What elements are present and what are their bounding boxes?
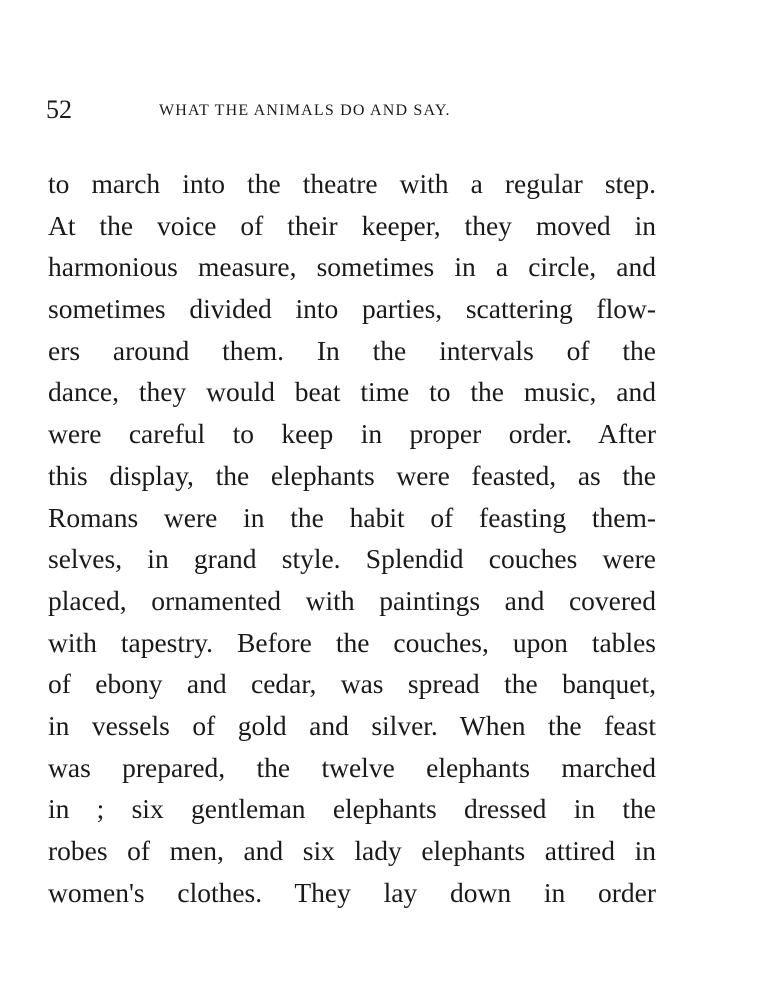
text-line: Romans were in the habit of feasting them-: [48, 501, 656, 533]
page-number: 52: [46, 95, 72, 124]
text-line: of ebony and cedar, was spread the banquet,: [48, 668, 656, 700]
text-line: dance, they would beat time to the music, and: [48, 376, 656, 408]
text-line: this display, the elephants were feasted, as the: [48, 459, 656, 491]
text-line: women's clothes. They lay down in order: [48, 876, 656, 908]
text-line: to march into the theatre with a regular step.: [48, 168, 656, 199]
text-line: ers around them. In the intervals of the: [48, 334, 656, 366]
body-text: [48, 163, 656, 913]
text-line: was prepared, the twelve elephants marched: [48, 751, 656, 783]
text-line: robes of men, and six lady elephants attired in: [48, 835, 656, 866]
running-title: WHAT THE ANIMALS DO AND SAY.: [159, 102, 451, 119]
text-line: At the voice of their keeper, they moved in: [48, 209, 656, 241]
running-head: [46, 95, 666, 125]
text-line: in ; six gentleman elephants dressed in the: [48, 793, 656, 825]
text-line: placed, ornamented with paintings and covered: [48, 584, 656, 616]
text-line: with tapestry. Before the couches, upon tables: [48, 626, 656, 658]
text-line: in vessels of gold and silver. When the feast: [48, 709, 656, 741]
text-line: sometimes divided into parties, scattering flow-: [48, 293, 656, 325]
text-line: selves, in grand style. Splendid couches were: [48, 543, 656, 575]
text-line: were careful to keep in proper order. After: [48, 418, 656, 450]
text-line: harmonious measure, sometimes in a circle, and: [48, 251, 656, 283]
